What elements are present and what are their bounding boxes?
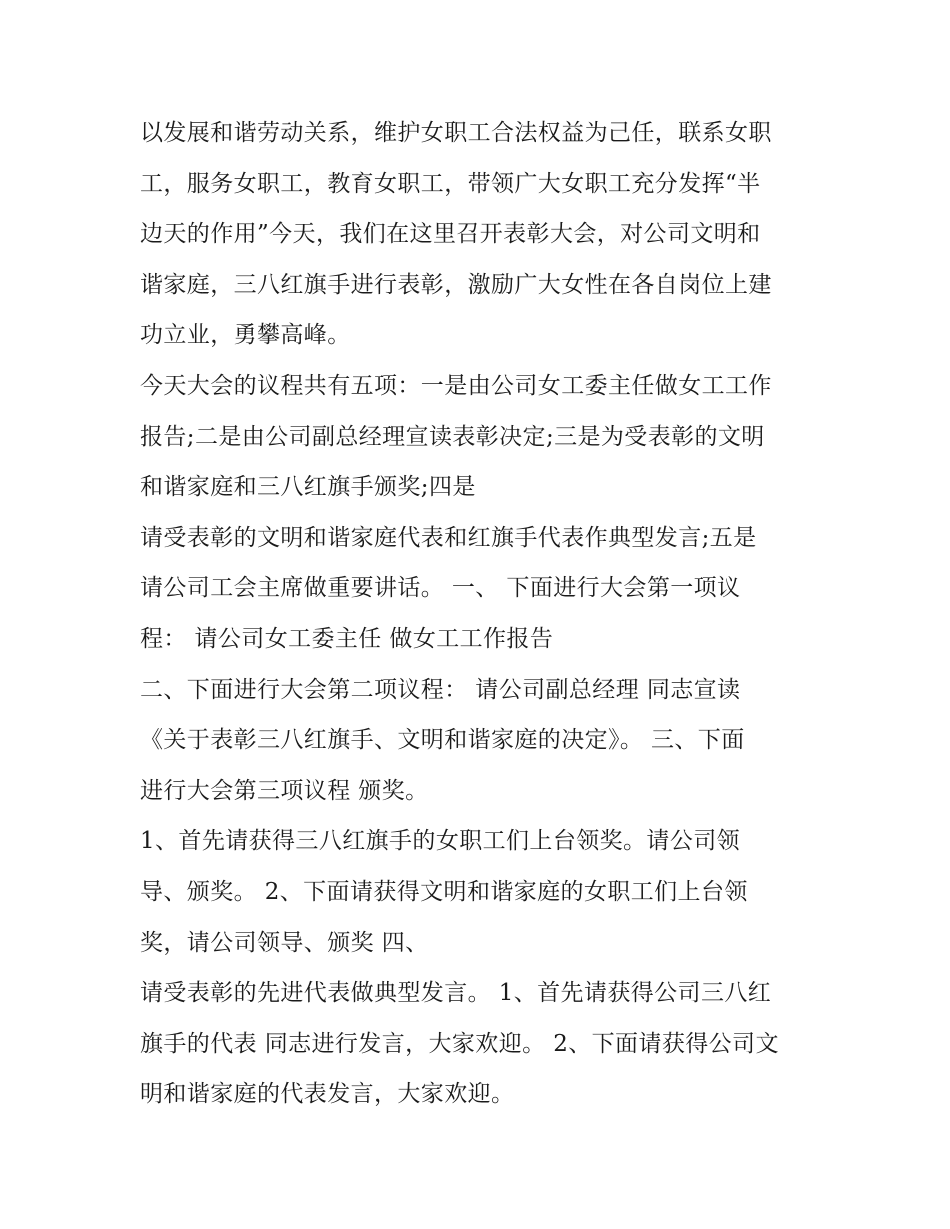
text-line: 请受表彰的文明和谐家庭代表和红旗手代表作典型发言;五是 [140,524,757,551]
text-line: 明和谐家庭的代表发言，大家欢迎。 [140,1081,515,1108]
text-line: 请受表彰的先进代表做典型发言。 1、首先请获得公司三八红 [140,980,772,1007]
text-line: 程： 请公司女工委主任 做女工工作报告 [140,625,554,652]
text-line: 边天的作用”今天，我们在这里召开表彰大会，对公司文明和 [140,221,761,248]
text-line: 报告;二是由公司副总经理宣读表彰决定;三是为受表彰的文明 [140,423,765,450]
text-line: 导、颁奖。 2、下面请获得文明和谐家庭的女职工们上台领 [140,878,748,905]
text-line: 二、下面进行大会第二项议程： 请公司副总经理 同志宣读 [140,676,741,703]
text-line: 谐家庭，三八红旗手进行表彰，激励广大女性在各自岗位上建 [140,271,772,298]
text-line: 以发展和谐劳动关系，维护女职工合法权益为己任，联系女职 [140,120,772,146]
text-line: 今天大会的议程共有五项：一是由公司女工委主任做女工工作 [140,372,772,399]
text-line: 旗手的代表 同志进行发言，大家欢迎。 2、下面请获得公司文 [140,1030,779,1057]
text-line: 1、首先请获得三八红旗手的女职工们上台领奖。请公司领 [140,828,741,855]
text-line: 《关于表彰三八红旗手、文明和谐家庭的决定》。 三、下面 [140,727,745,754]
text-line: 和谐家庭和三八红旗手颁奖;四是 [140,474,476,501]
text-line: 奖，请公司领导、颁奖 四、 [140,929,429,956]
document-body [140,108,840,1120]
text-line: 工，服务女职工，教育女职工，带领广大女职工充分发挥“半 [140,170,761,197]
text-line: 功立业，勇攀高峰。 [140,322,351,349]
text-line: 请公司工会主席做重要讲话。 一、 下面进行大会第一项议 [140,575,741,602]
text-line: 进行大会第三项议程 颁奖。 [140,777,429,804]
